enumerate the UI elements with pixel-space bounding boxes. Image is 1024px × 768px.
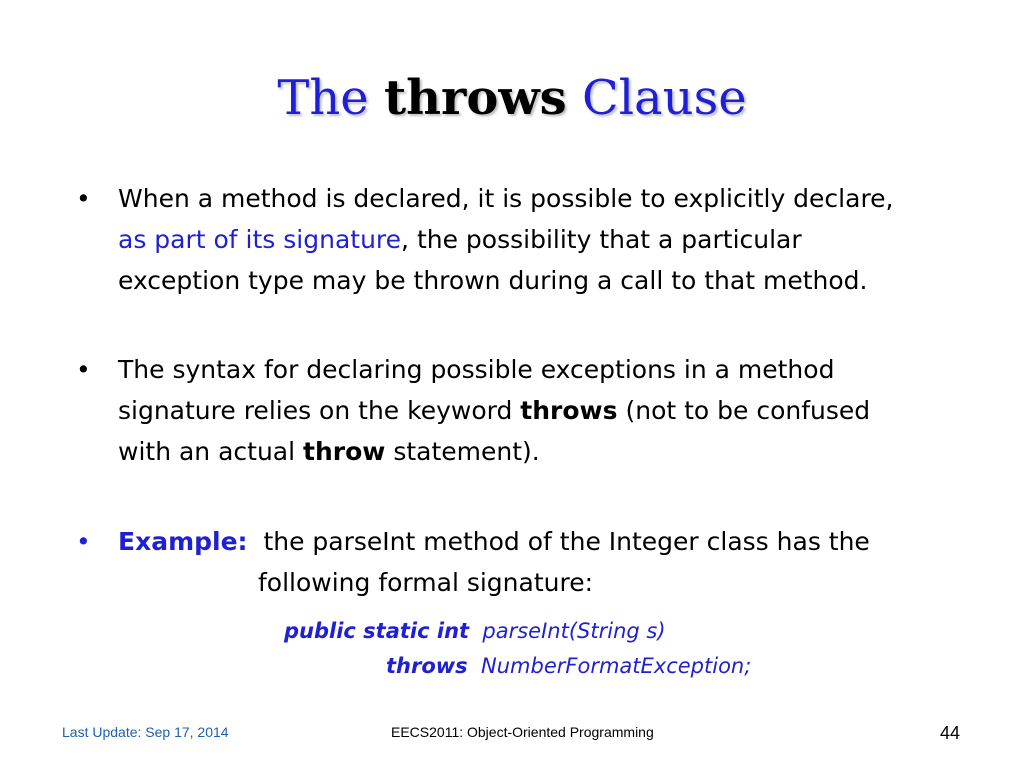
code-method: parseInt(String s) xyxy=(469,619,666,643)
bullet-text xyxy=(118,521,978,603)
bullet-line-post: statement). xyxy=(385,437,540,466)
example-label: Example: xyxy=(118,527,248,556)
code-throws-keyword: throws xyxy=(386,654,468,678)
title-keyword: throws xyxy=(383,70,567,126)
code-signature-line-2 xyxy=(386,654,751,678)
bullet-text xyxy=(118,178,978,301)
bullet-marker: • xyxy=(76,527,91,556)
bullet-marker: • xyxy=(76,184,91,213)
bullet-line xyxy=(118,521,978,562)
slide-number: 44 xyxy=(940,723,961,743)
bullet-line: following formal signature: xyxy=(258,568,594,597)
bullet-line-rest: the parseInt method of the Integer class has the xyxy=(247,527,870,556)
footer-course: EECS2011: Object-Oriented Programming xyxy=(391,724,654,740)
bullet-line-rest: , the possibility that a particular xyxy=(401,225,802,254)
bullet-line-pre: with an actual xyxy=(118,437,304,466)
bullet-text xyxy=(118,349,978,472)
title-part-1: The xyxy=(277,70,369,126)
bullet-line xyxy=(118,219,978,260)
footer-last-update: Last Update: Sep 17, 2014 xyxy=(62,724,229,740)
code-modifiers: public static int xyxy=(284,619,470,643)
keyword-throw: throw xyxy=(303,437,386,466)
bullet-line-pre: signature relies on the keyword xyxy=(118,396,521,425)
bullet-marker: • xyxy=(76,355,91,384)
bullet-line xyxy=(118,431,978,472)
bullet-line xyxy=(118,390,978,431)
code-exception: NumberFormatException; xyxy=(467,654,752,678)
code-signature-line-1 xyxy=(284,619,666,643)
bullet-line: exception type may be thrown during a call to that method. xyxy=(118,266,868,295)
title-part-2: Clause xyxy=(581,70,747,126)
slide-title xyxy=(0,62,1024,134)
bullet-line: The syntax for declaring possible exceptions in a method xyxy=(118,355,835,384)
highlight-text: as part of its signature xyxy=(118,225,402,254)
bullet-line-post: (not to be confused xyxy=(617,396,871,425)
bullet-line: When a method is declared, it is possible to explicitly declare, xyxy=(118,184,894,213)
keyword-throws: throws xyxy=(520,396,618,425)
